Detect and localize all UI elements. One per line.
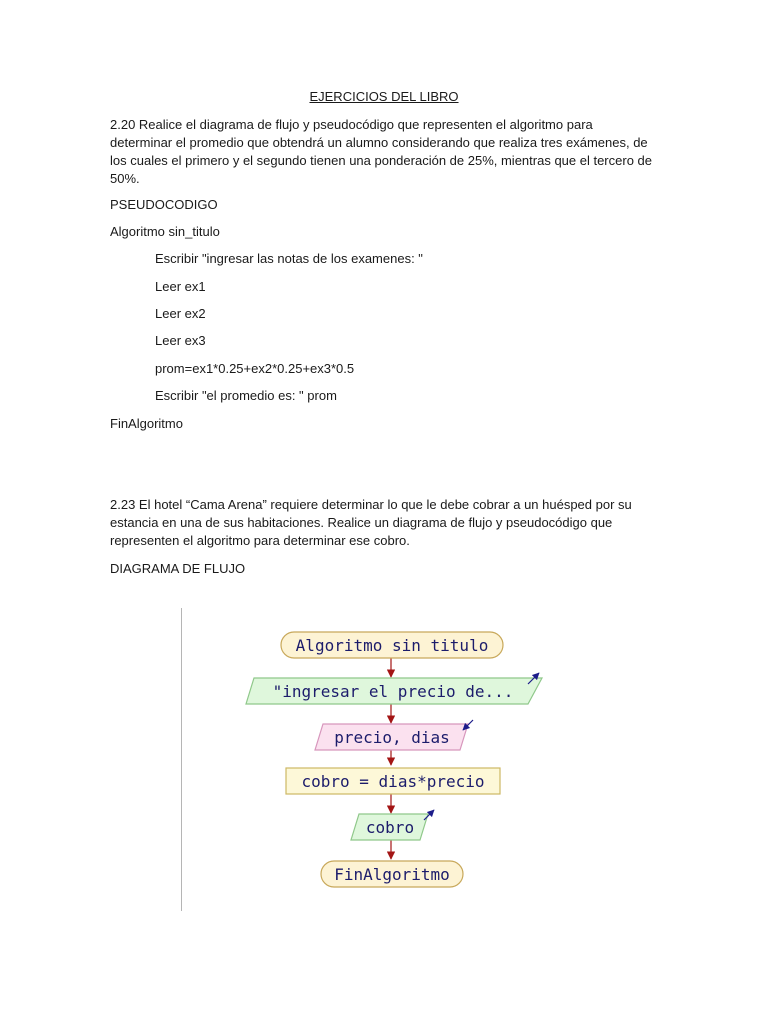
flowchart-output-label: "ingresar el precio de... <box>272 682 514 701</box>
page-title: EJERCICIOS DEL LIBRO <box>309 89 459 104</box>
flowchart-input-label: precio, dias <box>334 728 450 747</box>
pseudocode-heading: PSEUDOCODIGO <box>110 197 218 212</box>
flow-diagram-heading: DIAGRAMA DE FLUJO <box>110 561 246 576</box>
exercise-2-23-statement: 2.23 El hotel “Cama Arena” requiere determinar lo que le debe cobrar a un huésped por su estancia en una de sus habitaciones. Realice un diagrama de flujo y pseudocódigo que representen el algoritmo para determinar ese cobro. <box>110 497 632 548</box>
pseudocode-step: Leer ex2 <box>155 306 206 321</box>
pseudocode-step: prom=ex1*0.25+ex2*0.25+ex3*0.5 <box>155 361 355 376</box>
exercise-2-20-statement: 2.20 Realice el diagrama de flujo y pseudocódigo que representen el algoritmo para determinar el promedio que obtendrá un alumno considerando que realiza tres exámenes, de los cuales el primero y el segundo tienen una ponderación de 25%, mientras que el tercero de 50%. <box>110 117 653 186</box>
flowchart-output-label: cobro <box>365 818 415 837</box>
flowchart-start-label: Algoritmo sin titulo <box>295 636 489 655</box>
pseudocode-step: Leer ex3 <box>155 333 206 348</box>
flowchart-process-label: cobro = dias*precio <box>301 772 485 791</box>
algorithm-start-line: Algoritmo sin_titulo <box>110 224 220 239</box>
flowchart-diagram <box>182 608 562 908</box>
pseudocode-step: Leer ex1 <box>155 279 206 294</box>
flowchart-end-label: FinAlgoritmo <box>334 865 450 884</box>
pseudocode-step: Escribir "ingresar las notas de los examenes: " <box>155 251 423 266</box>
algorithm-end-line: FinAlgoritmo <box>110 416 183 431</box>
pseudocode-step: Escribir "el promedio es: " prom <box>155 388 337 403</box>
